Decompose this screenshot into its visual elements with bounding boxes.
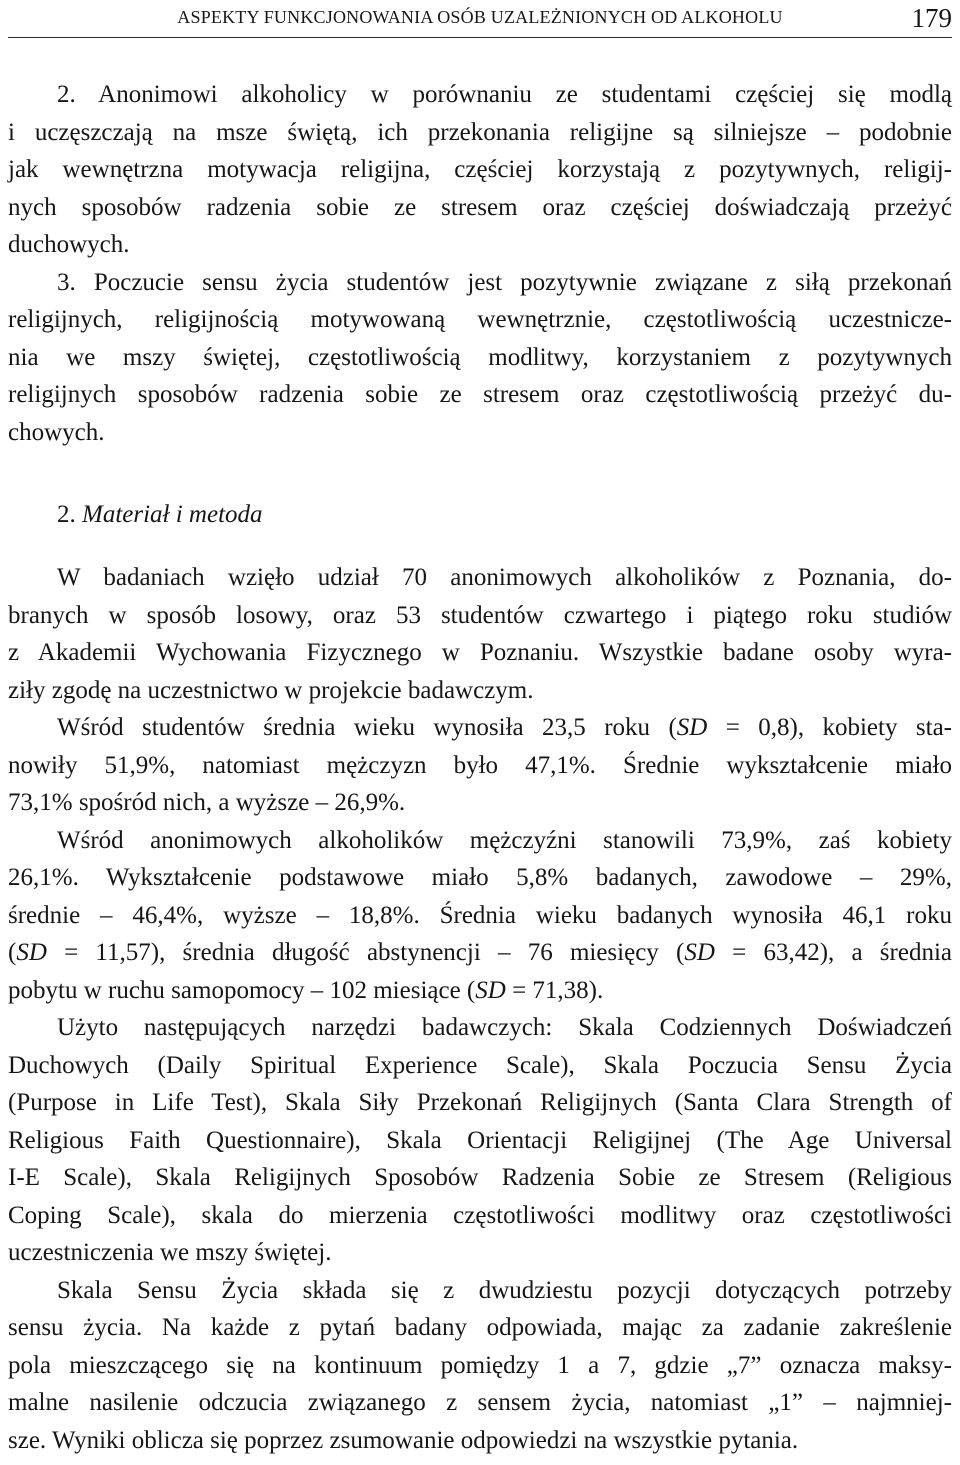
paragraph xyxy=(8,559,952,709)
text-run: chowych. xyxy=(8,418,105,446)
section-title: Materiał i metoda xyxy=(82,501,263,528)
italic-symbol: SD xyxy=(684,939,715,966)
text-run: = 11,57), średnia długość abstynencji – 76 miesięcy ( xyxy=(46,939,685,966)
text-run: malne nasilenie odczucia związanego z sensem życia, natomiast „1” – najmniej- xyxy=(8,1389,952,1416)
text-line xyxy=(8,859,952,897)
text-run: = 0,8), kobiety sta- xyxy=(707,714,952,741)
text-run: Wśród anonimowych alkoholików mężczyźni stanowili 73,9%, zaś kobiety xyxy=(57,826,952,854)
method-section xyxy=(8,559,952,1459)
text-run: Wśród studentów średnia wieku wynosiła 23,5 roku ( xyxy=(57,714,677,741)
text-run: religijnych sposobów radzenia sobie ze stresem oraz częstotliwością przeżyć du- xyxy=(8,381,952,408)
text-run: nowiły 51,9%, natomiast mężczyzn było 47,1%. Średnie wykształcenie miało xyxy=(8,751,952,779)
text-line xyxy=(8,376,952,414)
text-run: 26,1%. Wykształcenie podstawowe miało 5,8% badanych, zawodowe – 29%, xyxy=(8,864,952,891)
text-run: 73,1% spośród nich, a wyższe – 26,9%. xyxy=(8,789,406,816)
text-run: (Purpose in Life Test), Skala Siły Przekonań Religijnych (Santa Clara Strength of xyxy=(8,1089,952,1116)
text-line xyxy=(8,1009,952,1047)
text-run: z Akademii Wychowania Fizycznego w Poznaniu. Wszystkie badane osoby wyra- xyxy=(8,639,952,666)
text-run: średnie – 46,4%, wyższe – 18,8%. Średnia wieku badanych wynosiła 46,1 roku xyxy=(8,901,952,929)
text-run: pola mieszczącego się na kontinuum pomiędzy 1 a 7, gdzie „7” oznacza maksy- xyxy=(8,1351,952,1379)
text-line xyxy=(8,822,952,860)
text-line xyxy=(8,339,952,377)
text-run: 2. Anonimowi alkoholicy w porównaniu ze studentami częściej się modlą xyxy=(57,81,952,108)
text-line xyxy=(8,414,952,452)
paragraph xyxy=(8,264,952,452)
text-run: jak wewnętrzna motywacja religijna, częściej korzystają z pozytywnych, religij- xyxy=(8,156,952,183)
text-line xyxy=(8,264,952,302)
text-run: = 71,38). xyxy=(505,976,604,1004)
text-line xyxy=(8,634,952,672)
text-line xyxy=(8,1197,952,1235)
text-run: duchowych. xyxy=(8,231,130,258)
italic-symbol: SD xyxy=(475,976,506,1004)
text-line xyxy=(8,1047,952,1085)
text-line xyxy=(8,672,952,710)
text-line xyxy=(8,1384,952,1422)
text-run: uczestniczenia we mszy świętej. xyxy=(8,1239,332,1266)
text-run: I-E Scale), Skala Religijnych Sposobów Radzenia Sobie ze Stresem (Religious xyxy=(8,1164,952,1191)
text-line xyxy=(8,1084,952,1122)
text-run: nych sposobów radzenia sobie ze stresem oraz częściej doświadczają przeżyć xyxy=(8,193,952,221)
text-run: religijnych, religijnością motywowaną wewnętrznie, częstotliwością uczestnicze- xyxy=(8,306,952,333)
text-run: sze. Wyniki oblicza się poprzez zsumowanie odpowiedzi na wszystkie pytania. xyxy=(8,1426,799,1454)
text-line xyxy=(8,1347,952,1385)
text-line xyxy=(8,897,952,935)
paragraph xyxy=(8,1009,952,1272)
text-line xyxy=(8,114,952,152)
text-line xyxy=(8,189,952,227)
text-line xyxy=(8,597,952,635)
text-line xyxy=(8,747,952,785)
paragraph xyxy=(8,709,952,822)
text-run: W badaniach wzięło udział 70 anonimowych alkoholików z Poznania, do- xyxy=(57,564,952,591)
italic-symbol: SD xyxy=(16,939,47,966)
text-run: ziły zgodę na uczestnictwo w projekcie badawczym. xyxy=(8,676,534,704)
page-number: 179 xyxy=(911,3,952,33)
text-line xyxy=(8,301,952,339)
text-run: ( xyxy=(8,939,17,966)
text-line xyxy=(8,709,952,747)
section-number: 2. xyxy=(57,501,76,528)
text-line xyxy=(8,559,952,597)
text-run: i uczęszczają na msze świętą, ich przekonania religijne są silniejsze – podobnie xyxy=(8,118,952,146)
text-run: = 63,42), a średnia xyxy=(714,939,952,966)
text-run: Duchowych (Daily Spiritual Experience Scale), Skala Poczucia Sensu Życia xyxy=(8,1051,952,1079)
text-run: Coping Scale), skala do mierzenia częstotliwości modlitwy oraz częstotliwości xyxy=(8,1201,952,1229)
text-line xyxy=(8,1122,952,1160)
conclusions-list xyxy=(8,76,952,451)
text-run: 3. Poczucie sensu życia studentów jest pozytywnie związane z siłą przekonań xyxy=(57,268,952,296)
text-line xyxy=(8,784,952,822)
text-line xyxy=(8,1234,952,1272)
text-run: Skala Sensu Życia składa się z dwudziestu pozycji dotyczących potrzeby xyxy=(57,1276,952,1304)
text-line xyxy=(8,1309,952,1347)
text-run: sensu życia. Na każde z pytań badany odpowiada, mając za zadanie zakreślenie xyxy=(8,1314,952,1341)
text-line xyxy=(8,1159,952,1197)
text-line xyxy=(8,76,952,114)
text-run: nia we mszy świętej, częstotliwością modlitwy, korzystaniem z pozytywnych xyxy=(8,343,952,371)
text-line xyxy=(8,934,952,972)
italic-symbol: SD xyxy=(676,714,708,741)
text-line xyxy=(8,151,952,189)
text-run: branych w sposób losowy, oraz 53 studentów czwartego i piątego roku studiów xyxy=(8,601,952,629)
text-line xyxy=(8,226,952,264)
text-run: Religious Faith Questionnaire), Skala Orientacji Religijnej (The Age Universal xyxy=(8,1126,952,1154)
paragraph xyxy=(8,76,952,264)
page-body xyxy=(8,76,952,1459)
section-heading xyxy=(8,496,952,534)
text-line xyxy=(8,1422,952,1460)
running-title: ASPEKTY FUNKCJONOWANIA OSÓB UZALEŻNIONYCH OD ALKOHOLU xyxy=(177,7,783,27)
running-header xyxy=(8,0,952,38)
text-run: pobytu w ruchu samopomocy – 102 miesiące ( xyxy=(8,976,476,1004)
text-line xyxy=(8,1272,952,1310)
paragraph xyxy=(8,1272,952,1460)
text-line xyxy=(8,972,952,1010)
paragraph xyxy=(8,822,952,1010)
text-run: Użyto następujących narzędzi badawczych: Skala Codziennych Doświadczeń xyxy=(57,1014,952,1041)
